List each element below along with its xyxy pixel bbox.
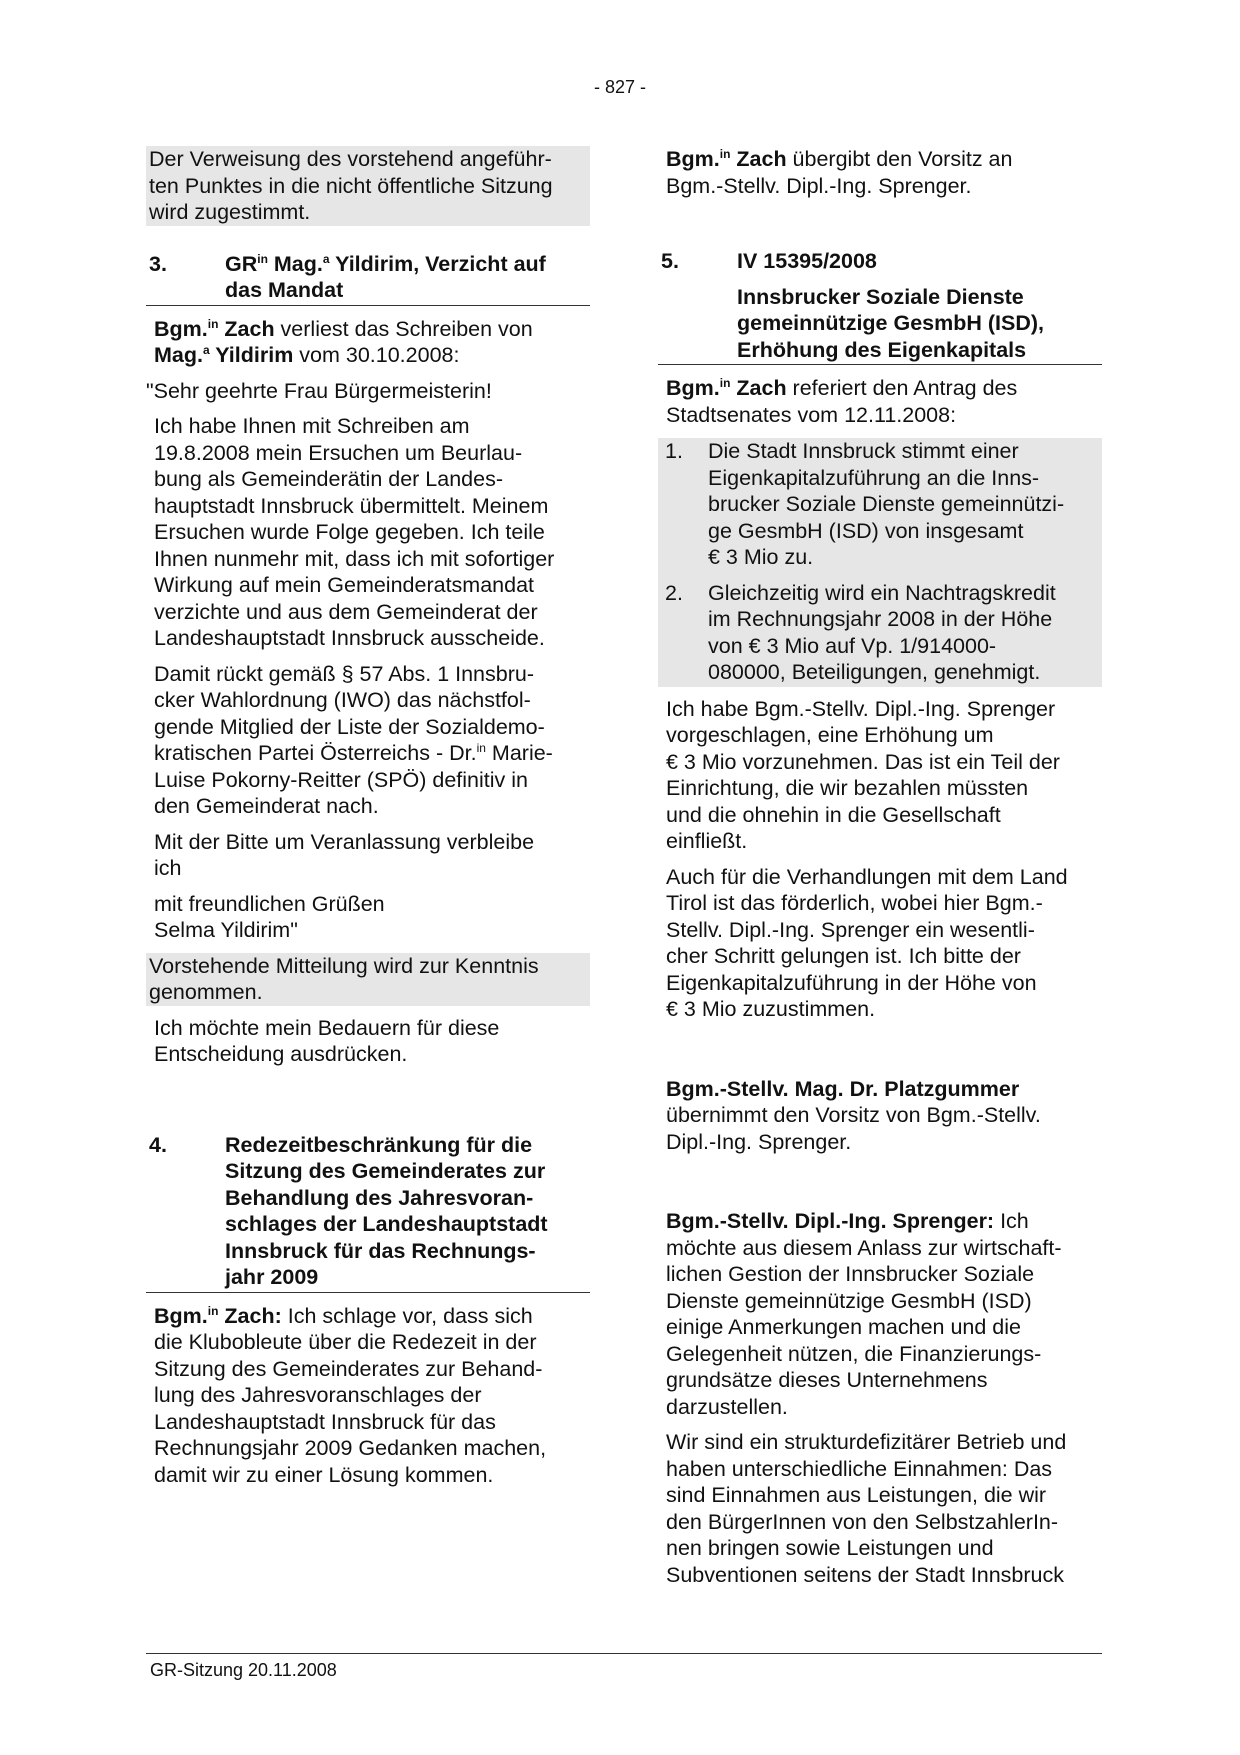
text-line — [666, 146, 1102, 173]
text-line: ich — [154, 856, 182, 880]
text-line: sind Einnahmen aus Leistungen, die wir — [666, 1483, 1047, 1507]
text-line: gende Mitglied der Liste der Sozialdemo- — [154, 714, 545, 739]
superscript: a — [322, 251, 330, 266]
item-reference: IV 15395/2008 — [737, 249, 877, 273]
text-line: den BürgerInnen von den SelbstzahlerIn- — [666, 1509, 1059, 1534]
item-3-heading — [146, 251, 590, 306]
title-line: Innsbrucker Soziale Dienste — [737, 284, 1024, 309]
motion-number: 2. — [665, 580, 683, 605]
text-line: Vorstehende Mitteilung wird zur Kenntnis — [149, 953, 539, 978]
letter-intro — [146, 316, 590, 369]
text-line: übernimmt den Vorsitz von Bgm.-Stellv. — [666, 1103, 1041, 1127]
author: Mag. — [154, 343, 203, 367]
item-5-title — [658, 284, 1102, 366]
text-line: Eigenkapitalzuführung an die Inns- — [708, 465, 1040, 490]
title-line: jahr 2009 — [225, 1265, 319, 1289]
text-part: verliest das Schreiben von — [274, 316, 533, 341]
item-4-statement — [146, 1303, 590, 1489]
text-line: die Klubobleute über die Redezeit in der — [154, 1330, 537, 1354]
text-line: Die Stadt Innsbruck stimmt einer — [708, 439, 1019, 463]
motion-number: 1. — [665, 439, 683, 463]
text-line: cher Schritt gelungen ist. Ich bitte der — [666, 944, 1021, 968]
sprenger-statement — [658, 1208, 1102, 1420]
item-number: 3. — [149, 251, 167, 276]
chair-handover — [658, 146, 1102, 199]
text-line: genommen. — [149, 980, 263, 1004]
text-line: mit freundlichen Grüßen — [154, 891, 385, 916]
text-line: Tirol ist das förderlich, wobei hier Bgm.- — [666, 891, 1043, 915]
text-line: den Gemeinderat nach. — [154, 794, 379, 818]
right-column — [658, 146, 1102, 1588]
salutation: "Sehr geehrte Frau Bürgermeisterin! — [146, 378, 492, 403]
text-line: ge GesmbH (ISD) von insgesamt — [708, 518, 1024, 543]
text-line: Landeshauptstadt Innsbruck ausscheide. — [154, 626, 545, 650]
item-4-heading — [146, 1132, 590, 1293]
text-line: Damit rückt gemäß § 57 Abs. 1 Innsbru- — [154, 661, 534, 686]
text-line: und die ohnehin in die Gesellschaft — [666, 802, 1001, 827]
zach-paragraph-1 — [658, 696, 1102, 855]
motion-intro — [658, 375, 1102, 428]
speaker-name: Zach — [730, 376, 787, 400]
title-line: gemeinnützige GesmbH (ISD), — [737, 311, 1045, 335]
text-line: Eigenkapitalzuführung in der Höhe von — [666, 970, 1037, 995]
text-line: wird zugestimmt. — [149, 200, 311, 224]
text-line: einfließt. — [666, 829, 748, 853]
title-line: Redezeitbeschränkung für die — [225, 1132, 533, 1157]
text-line: 080000, Beteiligungen, genehmigt. — [708, 660, 1041, 684]
item-title — [225, 1132, 590, 1291]
regret-statement — [146, 1015, 590, 1068]
decision-referral — [146, 146, 590, 226]
letter-paragraph-2 — [146, 661, 590, 820]
speaker: Bgm. — [666, 147, 720, 171]
decision-notice — [146, 953, 590, 1006]
title-part: Mag. — [267, 251, 323, 276]
text-part: Marie- — [485, 741, 553, 765]
speaker: Bgm.-Stellv. Mag. Dr. Platzgummer — [666, 1076, 1020, 1101]
footer-divider — [146, 1653, 1102, 1654]
speaker: Bgm. — [666, 376, 720, 400]
text-line: lichen Gestion der Innsbrucker Soziale — [666, 1262, 1035, 1286]
text-line: Luise Pokorny-Reitter (SPÖ) definitiv in — [154, 767, 529, 792]
speaker-name: Zach — [730, 147, 787, 171]
speaker: Bgm. — [154, 1303, 208, 1328]
motion-item-2 — [661, 580, 1099, 686]
text-line: nen bringen sowie Leistungen und — [666, 1536, 994, 1560]
text-line: ten Punktes in die nicht öffentliche Sitzung — [149, 173, 553, 198]
superscript: a — [202, 343, 210, 357]
text-line: 19.8.2008 mein Ersuchen um Beurlau- — [154, 440, 523, 465]
text-line: von € 3 Mio auf Vp. 1/914000- — [708, 633, 997, 658]
letter-paragraph-1 — [146, 413, 590, 652]
text-line: Rechnungsjahr 2009 Gedanken machen, — [154, 1436, 547, 1460]
text-line — [154, 1303, 590, 1330]
speaker: Bgm. — [154, 316, 208, 341]
text-line: Selma Yildirim" — [154, 918, 298, 942]
text-line: vorgeschlagen, eine Erhöhung um — [666, 723, 994, 747]
text-line: im Rechnungsjahr 2008 in der Höhe — [708, 607, 1053, 631]
text-part: referiert den Antrag des — [786, 376, 1018, 400]
superscript: in — [719, 147, 731, 161]
text-part: übergibt den Vorsitz an — [786, 147, 1013, 171]
text-line: darzustellen. — [666, 1394, 788, 1419]
text-line: Ich habe Bgm.-Stellv. Dipl.-Ing. Sprenger — [666, 696, 1056, 721]
item-5-heading — [658, 248, 1102, 275]
text-part: Ich — [994, 1209, 1029, 1233]
text-line: Einrichtung, die wir bezahlen müssten — [666, 776, 1029, 800]
text-line: bung als Gemeinderätin der Landes- — [154, 467, 503, 491]
text-line: einige Anmerkungen machen und die — [666, 1315, 1022, 1339]
text-line: Ihnen nunmehr mit, dass ich mit sofortiger — [154, 546, 555, 571]
text-line: Ich möchte mein Bedauern für diese — [154, 1015, 500, 1040]
text-line: € 3 Mio zu. — [708, 545, 814, 569]
item-number: 5. — [661, 249, 679, 273]
footer-session: GR-Sitzung 20.11.2008 — [150, 1660, 337, 1680]
text-line: damit wir zu einer Lösung kommen. — [154, 1462, 494, 1487]
text-line: € 3 Mio vorzunehmen. Das ist ein Teil der — [666, 749, 1060, 774]
title-part: das Mandat — [225, 278, 344, 302]
text-line: verzichte und aus dem Gemeinderat der — [154, 599, 538, 624]
text-line: Gleichzeitig wird ein Nachtragskredit — [708, 580, 1056, 605]
title-line: Innsbruck für das Rechnungs- — [225, 1238, 536, 1263]
text-line: Mit der Bitte um Veranlassung verbleibe — [154, 829, 535, 854]
text-line: lung des Jahresvoranschlages der — [154, 1383, 482, 1407]
text-line — [666, 375, 1102, 402]
text-line: Dipl.-Ing. Sprenger. — [666, 1129, 852, 1154]
item-title — [225, 251, 590, 304]
text-line: Der Verweisung des vorstehend angeführ- — [149, 147, 552, 171]
sprenger-paragraph-2 — [658, 1429, 1102, 1588]
text-line — [154, 740, 590, 767]
text-line: cker Wahlordnung (IWO) das nächstfol- — [154, 688, 531, 712]
text-line: möchte aus diesem Anlass zur wirtschaft- — [666, 1235, 1062, 1260]
text-line: haben unterschiedliche Einnahmen: Das — [666, 1456, 1053, 1481]
motion-item-1 — [661, 438, 1099, 571]
text-line: Dienste gemeinnützige GesmbH (ISD) — [666, 1288, 1032, 1313]
text-line: brucker Soziale Dienste gemeinnützi- — [708, 492, 1065, 516]
letter-paragraph-3 — [146, 829, 590, 882]
text-line: hauptstadt Innsbruck übermittelt. Meinem — [154, 493, 549, 518]
superscript: in — [476, 741, 486, 755]
text-part: vom 30.10.2008: — [293, 343, 460, 367]
text-line: Bgm.-Stellv. Dipl.-Ing. Sprenger. — [666, 173, 972, 198]
text-line: Stellv. Dipl.-Ing. Sprenger ein wesentli- — [666, 917, 1035, 942]
left-column — [146, 146, 590, 1488]
text-line: Ersuchen wurde Folge gegeben. Ich teile — [154, 520, 545, 544]
superscript: in — [257, 251, 268, 266]
text-part: kratischen Partei Österreichs - Dr. — [154, 741, 477, 765]
text-line: Stadtsenates vom 12.11.2008: — [666, 402, 957, 427]
title-line: Behandlung des Jahresvoran- — [225, 1185, 534, 1210]
author-name: Yildirim — [209, 343, 294, 367]
text-line: Subventionen seitens der Stadt Innsbruck — [666, 1562, 1065, 1587]
speaker-name: Zach — [218, 316, 275, 341]
text-line: Entscheidung ausdrücken. — [154, 1042, 408, 1066]
text-line — [666, 1076, 1102, 1103]
chair-change — [658, 1076, 1102, 1156]
speaker: Bgm.-Stellv. Dipl.-Ing. Sprenger: — [666, 1209, 995, 1233]
text-line — [666, 1208, 1102, 1235]
text-line: Landeshauptstadt Innsbruck für das — [154, 1409, 496, 1434]
letter-closing — [146, 891, 590, 944]
text-line: Gelegenheit nützen, die Finanzierungs- — [666, 1341, 1042, 1366]
superscript: in — [207, 316, 219, 331]
superscript: in — [719, 376, 731, 390]
text-line: grundsätze dieses Unternehmens — [666, 1368, 988, 1392]
text-line: Wir sind ein strukturdefizitärer Betrieb und — [666, 1430, 1067, 1454]
title-part: GR — [225, 251, 258, 276]
text-line: Ich habe Ihnen mit Schreiben am — [154, 414, 470, 438]
text-line: Wirkung auf mein Gemeinderatsmandat — [154, 573, 535, 597]
text-line: Auch für die Verhandlungen mit dem Land — [666, 864, 1068, 889]
text-line: € 3 Mio zuzustimmen. — [666, 997, 876, 1021]
zach-paragraph-2 — [658, 864, 1102, 1023]
title-line: Sitzung des Gemeinderates zur — [225, 1159, 546, 1183]
text-part: Ich schlage vor, dass sich — [281, 1303, 533, 1328]
title-part: Yildirim, Verzicht auf — [329, 251, 546, 276]
superscript: in — [207, 1303, 219, 1318]
item-number: 4. — [149, 1132, 167, 1157]
page-number: - 827 - — [593, 77, 647, 97]
speaker-name: Zach: — [218, 1303, 282, 1328]
title-line: schlages der Landeshauptstadt — [225, 1212, 548, 1236]
text-line: Sitzung des Gemeinderates zur Behand- — [154, 1356, 543, 1381]
motion-list — [658, 438, 1102, 687]
title-line: Erhöhung des Eigenkapitals — [737, 337, 1027, 362]
